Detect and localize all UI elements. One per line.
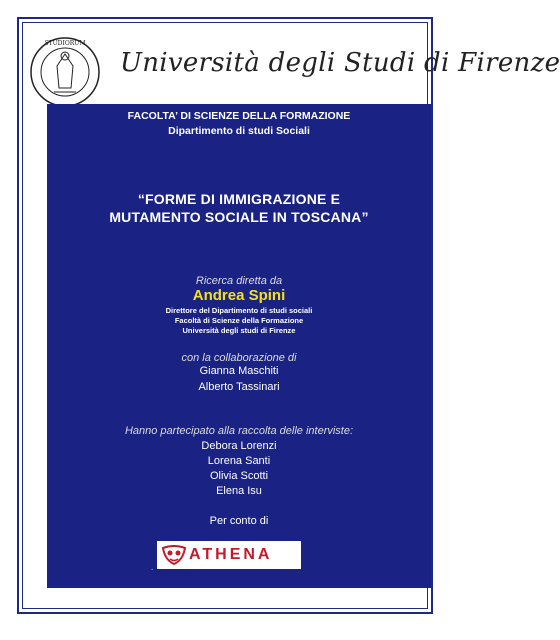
on-behalf-label: Per conto di	[209, 515, 269, 527]
athena-logo-text: ATHENA	[189, 546, 273, 563]
faculty-name: FACOLTA’ DI SCIENZE DELLA FORMAZIONE	[127, 110, 351, 122]
university-seal-icon	[24, 36, 106, 108]
director-name: Andrea Spini	[192, 287, 286, 304]
header	[24, 36, 560, 108]
report-title-line-2: MUTAMENTO SOCIALE IN TOSCANA”	[109, 209, 369, 225]
director-affiliation-line: Università degli studi di Firenze	[182, 326, 296, 335]
cover-panel	[47, 104, 431, 588]
department-name: Dipartimento di studi Sociali	[168, 125, 310, 137]
interviewer-name: Lorena Santi	[207, 455, 271, 467]
collaboration-label: con la collaborazione di	[181, 352, 297, 364]
athena-mask-icon	[161, 544, 187, 566]
director-affiliation-line: Direttore del Dipartimento di studi sociali	[165, 306, 313, 315]
collaborator-name: Gianna Maschiti	[199, 365, 279, 377]
collaborator-name: Alberto Tassinari	[198, 381, 280, 393]
interviewer-name: Elena Isu	[216, 485, 262, 497]
director-affiliation-line: Facoltà di Scienze della Formazione	[174, 316, 304, 325]
interviewers-label: Hanno partecipato alla raccolta delle interviste:	[124, 425, 354, 437]
athena-logo	[157, 541, 301, 569]
bullet-dot: .	[151, 563, 154, 572]
university-name: Università degli Studi di Firenze	[120, 48, 560, 78]
interviewer-name: Olivia Scotti	[209, 470, 269, 482]
interviewer-name: Debora Lorenzi	[201, 440, 277, 452]
svg-text:STUDIORUM: STUDIORUM	[44, 40, 86, 47]
report-title-line-1: “FORME DI IMMIGRAZIONE E	[137, 191, 341, 207]
research-label: Ricerca diretta da	[195, 275, 283, 287]
